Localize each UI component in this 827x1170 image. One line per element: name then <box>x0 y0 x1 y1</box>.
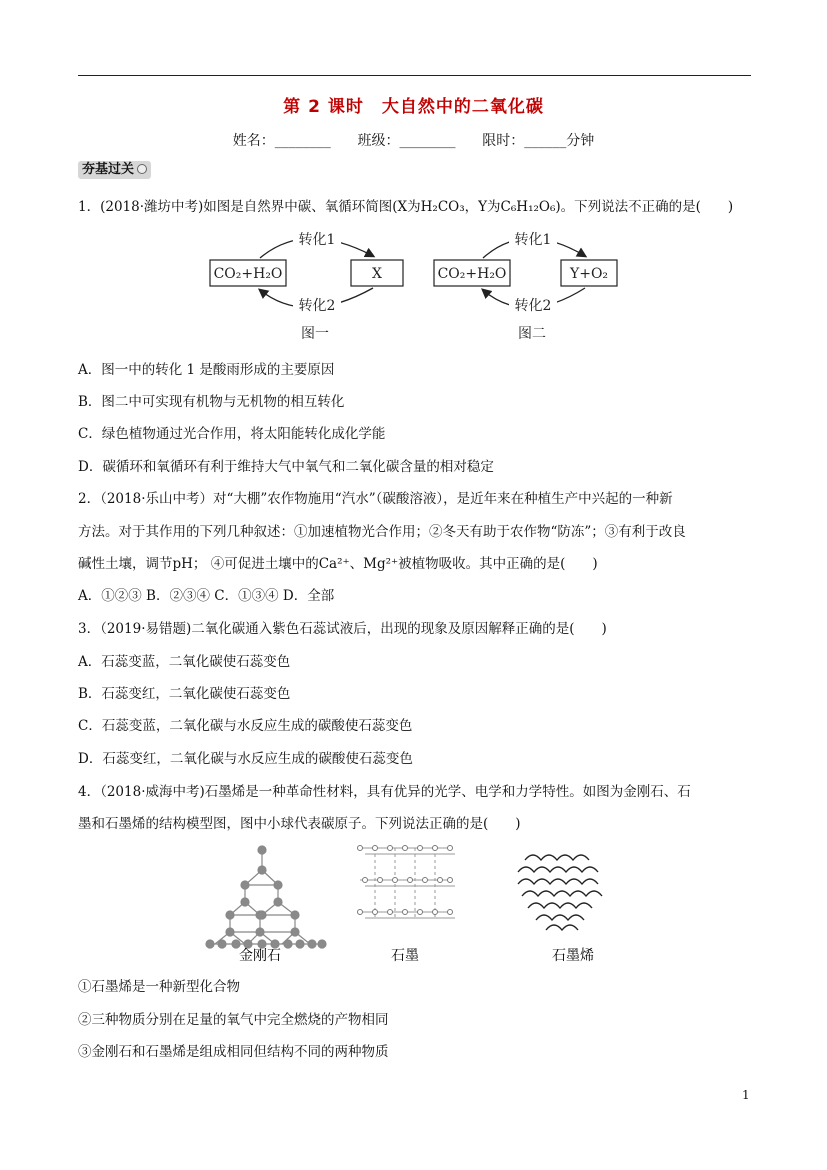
fig1-left-label: CO₂+H₂O <box>213 266 283 282</box>
fig2-bottom-label: 转化2 <box>514 298 552 314</box>
q1-option-a: A．图一中的转化 1 是酸雨形成的主要原因 <box>78 362 335 378</box>
fig2-left-label: CO₂+H₂O <box>437 266 507 282</box>
name-field: 姓名：________ <box>232 133 331 149</box>
top-rule <box>78 75 751 76</box>
graphene-caption: 石墨烯 <box>552 948 594 964</box>
student-info-line <box>0 130 827 150</box>
lesson-title: 大自然中的二氧化碳 <box>381 97 544 117</box>
graphite-structure <box>358 846 456 919</box>
q1-option-d: D．碳循环和氧循环有利于维持大气中氧气和二氧化碳含量的相对稳定 <box>78 459 494 475</box>
q4-statement-2: ②三种物质分别在足量的氧气中完全燃烧的产物相同 <box>78 1012 389 1028</box>
diamond-structure <box>206 846 326 948</box>
time-limit-field: 限时：______分钟 <box>482 133 595 149</box>
q4-line-2: 墨和石墨烯的结构模型图，图中小球代表碳原子。下列说法正确的是( ) <box>78 816 521 832</box>
q2-options: A．①②③ B．②③④ C．①③④ D．全部 <box>78 588 335 604</box>
graphite-caption: 石墨 <box>391 948 419 964</box>
carbon-structures-figure <box>200 840 630 966</box>
fig1-diagram <box>210 228 403 342</box>
section-badge <box>78 161 151 179</box>
badge-dot-icon <box>137 164 147 174</box>
fig1-bottom-label: 转化2 <box>298 298 336 314</box>
q4-statement-3: ③金刚石和石墨烯是组成相同但结构不同的两种物质 <box>78 1044 389 1060</box>
q2-line-3: 碱性土壤，调节pH； ④可促进土壤中的Ca²⁺、Mg²⁺被植物吸收。其中正确的是( ) <box>78 556 598 572</box>
fig2-diagram <box>434 228 617 342</box>
fig1-right-label: X <box>372 266 382 282</box>
q4-line-1: 4．（2018·威海中考)石墨烯是一种革命性材料，具有优异的光学、电学和力学特性。如图为金刚石、石 <box>78 784 691 800</box>
q3-stem: 3．（2019·易错题)二氧化碳通入紫色石蕊试液后，出现的现象及原因解释正确的是( ) <box>78 621 607 637</box>
class-field: 班级：________ <box>357 133 456 149</box>
fig2-caption: 图二 <box>518 326 546 342</box>
q1-stem: 1．(2018·潍坊中考)如图是自然界中碳、氧循环简图(X为H₂CO₃，Y为C₆H₁₂O₆)。下列说法不正确的是( ) <box>78 199 734 215</box>
fig1-top-label: 转化1 <box>298 232 336 248</box>
q2-line-2: 方法。对于其作用的下列几种叙述：①加速植物光合作用；②冬天有助于农作物“防冻”；③有利于改良 <box>78 524 686 540</box>
fig2-top-label: 转化1 <box>514 232 552 248</box>
lesson-number: 第 2 课时 <box>283 97 364 117</box>
q1-option-b: B．图二中可实现有机物与无机物的相互转化 <box>78 394 345 410</box>
q4-statement-1: ①石墨烯是一种新型化合物 <box>78 979 240 995</box>
q3-option-a: A．石蕊变蓝，二氧化碳使石蕊变色 <box>78 654 291 670</box>
page-number: 1 <box>742 1088 750 1102</box>
q1-option-c: C．绿色植物通过光合作用，将太阳能转化成化学能 <box>78 426 386 442</box>
q3-option-d: D．石蕊变红，二氧化碳与水反应生成的碳酸使石蕊变色 <box>78 751 413 767</box>
q3-option-b: B．石蕊变红，二氧化碳使石蕊变色 <box>78 686 291 702</box>
q2-line-1: 2．（2018·乐山中考）对“大棚”农作物施用“汽水”（碳酸溶液），是近年来在种植生产中兴起的一种新 <box>78 491 673 507</box>
diamond-caption: 金刚石 <box>239 948 281 964</box>
fig1-caption: 图一 <box>301 326 329 342</box>
graphene-structure <box>518 855 602 930</box>
q3-option-c: C．石蕊变蓝，二氧化碳与水反应生成的碳酸使石蕊变色 <box>78 718 413 734</box>
section-badge-label: 夯基过关 <box>82 162 135 177</box>
fig2-right-label: Y+O₂ <box>569 266 609 282</box>
q1-cycle-diagrams <box>205 226 625 344</box>
page-title <box>0 92 827 117</box>
